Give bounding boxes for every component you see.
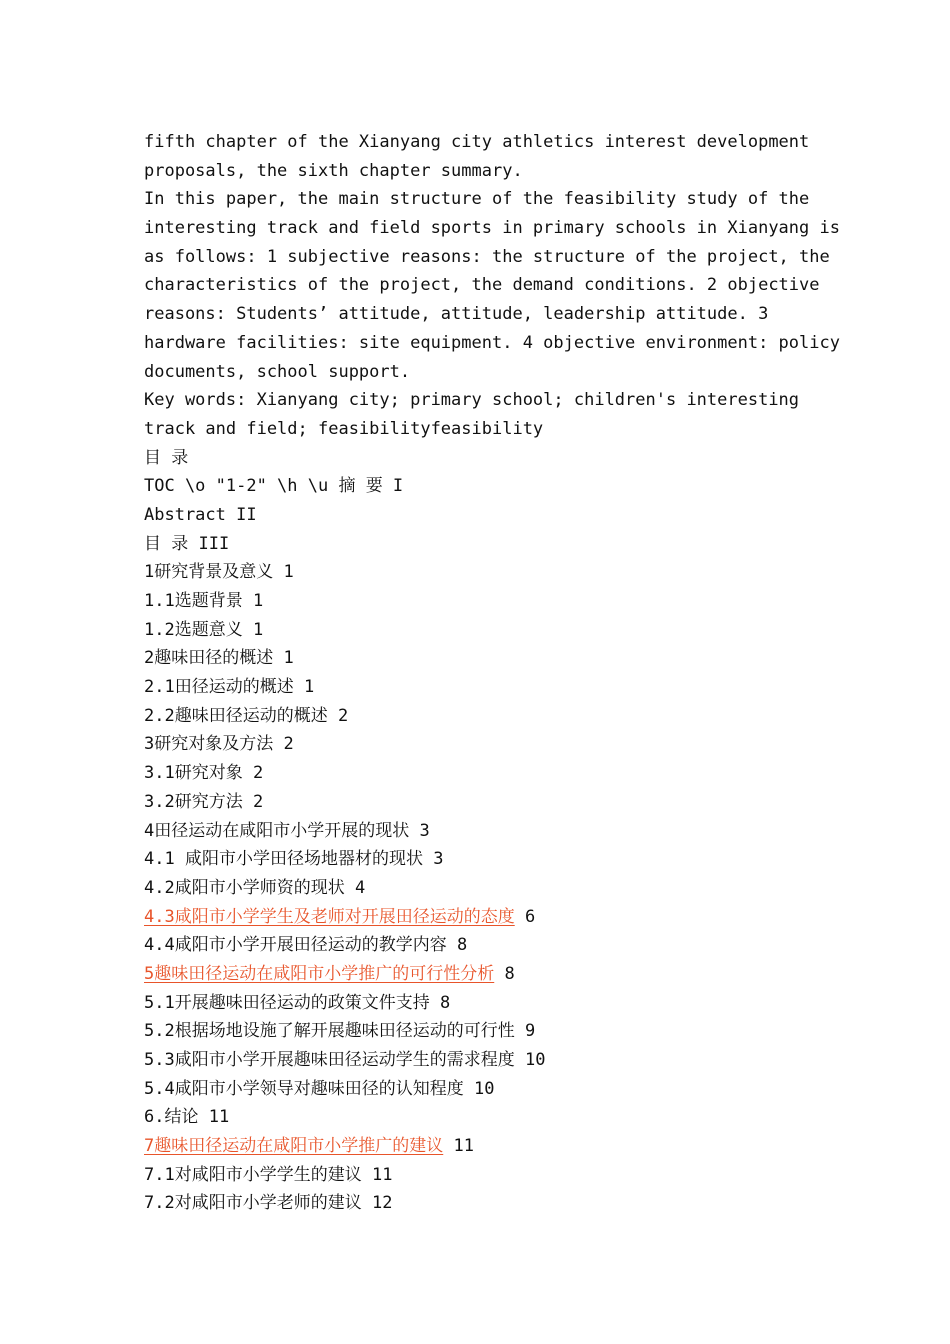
toc-entry: [144, 931, 814, 960]
toc-entry-title: 4.1 咸阳市小学田径场地器材的现状: [144, 849, 423, 870]
toc-entry-title: 7.1对咸阳市小学学生的建议: [144, 1164, 362, 1185]
toc-entry-page: 6: [524, 906, 536, 927]
abstract-line: documents, school support.: [144, 361, 411, 382]
keywords-line: track and field; feasibilityfeasibility: [144, 418, 544, 439]
toc-entry: [144, 644, 814, 673]
toc-entry-title: 1研究背景及意义: [144, 562, 274, 583]
toc-entry-page: 3: [419, 820, 430, 841]
toc-entry: [144, 1161, 814, 1190]
toc-entry: [144, 673, 814, 702]
toc-entry-page: 8: [504, 963, 515, 984]
toc-entry-page: 8: [439, 992, 451, 1013]
toc-entry-title: 3研究对象及方法: [144, 734, 274, 755]
abstract-line: In this paper, the main structure of the feasibility study of the: [144, 189, 810, 210]
toc-entry: [144, 558, 814, 587]
toc-entry-title[interactable]: 5趣味田径运动在咸阳市小学推广的可行性分析: [144, 963, 495, 984]
toc-entry-page: 1: [252, 591, 264, 611]
toc-entry-page: 9: [524, 1021, 536, 1042]
toc-heading: 目 录: [144, 447, 189, 468]
toc-entry-title: 2趣味田径的概述: [144, 648, 274, 669]
abstract-line: fifth chapter of the Xianyang city athletics interest development: [144, 132, 810, 152]
toc-entry[interactable]: [144, 903, 814, 932]
toc-entry: [144, 817, 814, 846]
toc-entry-page: 10: [524, 1050, 546, 1070]
toc-entry: [144, 788, 814, 817]
table-of-contents: [144, 501, 814, 1218]
toc-entry-title: 7.2对咸阳市小学老师的建议: [144, 1193, 362, 1214]
abstract-line: characteristics of the project, the demand conditions. 2 objective: [144, 275, 820, 296]
toc-entry-page: 11: [208, 1107, 230, 1128]
toc-entry-page: 1: [252, 619, 264, 640]
toc-entry: [144, 730, 814, 759]
toc-entry-page: II: [236, 504, 257, 525]
toc-entry-title: 4.2咸阳市小学师资的现状: [144, 877, 345, 898]
abstract-line: as follows: 1 subjective reasons: the structure of the project, the: [144, 246, 830, 267]
keywords-line: Key words: Xianyang city; primary school; children's interesting: [144, 390, 800, 411]
toc-entry[interactable]: [144, 960, 814, 989]
toc-entry-page: 11: [371, 1164, 393, 1185]
toc-entry: [144, 1075, 814, 1104]
toc-entry: [144, 1046, 814, 1075]
toc-entry-page: 3: [433, 849, 444, 870]
toc-entry: [144, 845, 814, 874]
toc-entry: [144, 989, 814, 1018]
toc-entry-title: 5.2根据场地设施了解开展趣味田径运动的可行性: [144, 1021, 515, 1042]
toc-entry: [144, 1103, 814, 1132]
toc-entry-title: 4田径运动在咸阳市小学开展的现状: [144, 820, 410, 841]
toc-entry-title: 2.2趣味田径运动的概述: [144, 705, 328, 726]
abstract-line: hardware facilities: site equipment. 4 objective environment: policy: [144, 332, 840, 353]
toc-entry-title[interactable]: 4.3咸阳市小学学生及老师对开展田径运动的态度: [144, 906, 515, 927]
toc-entry: [144, 1189, 814, 1218]
toc-entry-page: 12: [371, 1193, 393, 1214]
toc-entry-title: Abstract: [144, 504, 226, 525]
toc-entry-page: 2: [283, 734, 294, 755]
keywords-paragraph: [144, 386, 814, 443]
toc-entry-title: 目 录: [144, 533, 189, 554]
toc-entry-page: 10: [473, 1078, 495, 1099]
toc-entry: [144, 501, 814, 530]
toc-entry-page: 8: [456, 935, 468, 956]
abstract-line: proposals, the sixth chapter summary.: [144, 160, 523, 181]
toc-entry-page: 2: [252, 763, 264, 784]
toc-entry-title: 3.1研究对象: [144, 763, 243, 784]
toc-entry-title: 1.1选题背景: [144, 591, 243, 611]
toc-entry-page: 11: [453, 1136, 474, 1157]
toc-entry-page: 1: [303, 677, 315, 698]
toc-entry-title: 5.3咸阳市小学开展趣味田径运动学生的需求程度: [144, 1050, 515, 1070]
toc-entry[interactable]: [144, 1132, 814, 1161]
abstract-line: reasons: Students’ attitude, attitude, leadership attitude. 3: [144, 304, 769, 325]
toc-entry: [144, 587, 814, 616]
toc-entry: [144, 759, 814, 788]
toc-entry-page: 1: [283, 648, 294, 669]
toc-entry: [144, 616, 814, 645]
toc-entry-title: 6.结论: [144, 1107, 199, 1128]
toc-entry-title: 5.4咸阳市小学领导对趣味田径的认知程度: [144, 1078, 464, 1099]
toc-entry-title: 2.1田径运动的概述: [144, 677, 294, 698]
toc-entry: [144, 1017, 814, 1046]
toc-entry-title[interactable]: 7趣味田径运动在咸阳市小学推广的建议: [144, 1136, 444, 1157]
toc-entry: [144, 702, 814, 731]
toc-entry: [144, 530, 814, 559]
toc-entry-title: 3.2研究方法: [144, 791, 243, 812]
toc-entry-title: 4.4咸阳市小学开展田径运动的教学内容: [144, 935, 447, 956]
toc-entry-page: 2: [252, 791, 264, 812]
toc-field-code: TOC \o "1-2" \h \u 摘 要 I: [144, 476, 404, 497]
toc-entry: [144, 874, 814, 903]
toc-entry-page: 4: [354, 877, 366, 898]
abstract-paragraph: [144, 128, 840, 386]
document-body: [144, 128, 840, 1218]
toc-entry-title: 1.2选题意义: [144, 619, 243, 640]
toc-entry-title: 5.1开展趣味田径运动的政策文件支持: [144, 992, 430, 1013]
toc-entry-page: 2: [337, 705, 349, 726]
abstract-line: interesting track and field sports in primary schools in Xianyang is: [144, 218, 840, 239]
toc-entry-page: III: [198, 533, 230, 554]
toc-entry-page: 1: [283, 562, 294, 583]
